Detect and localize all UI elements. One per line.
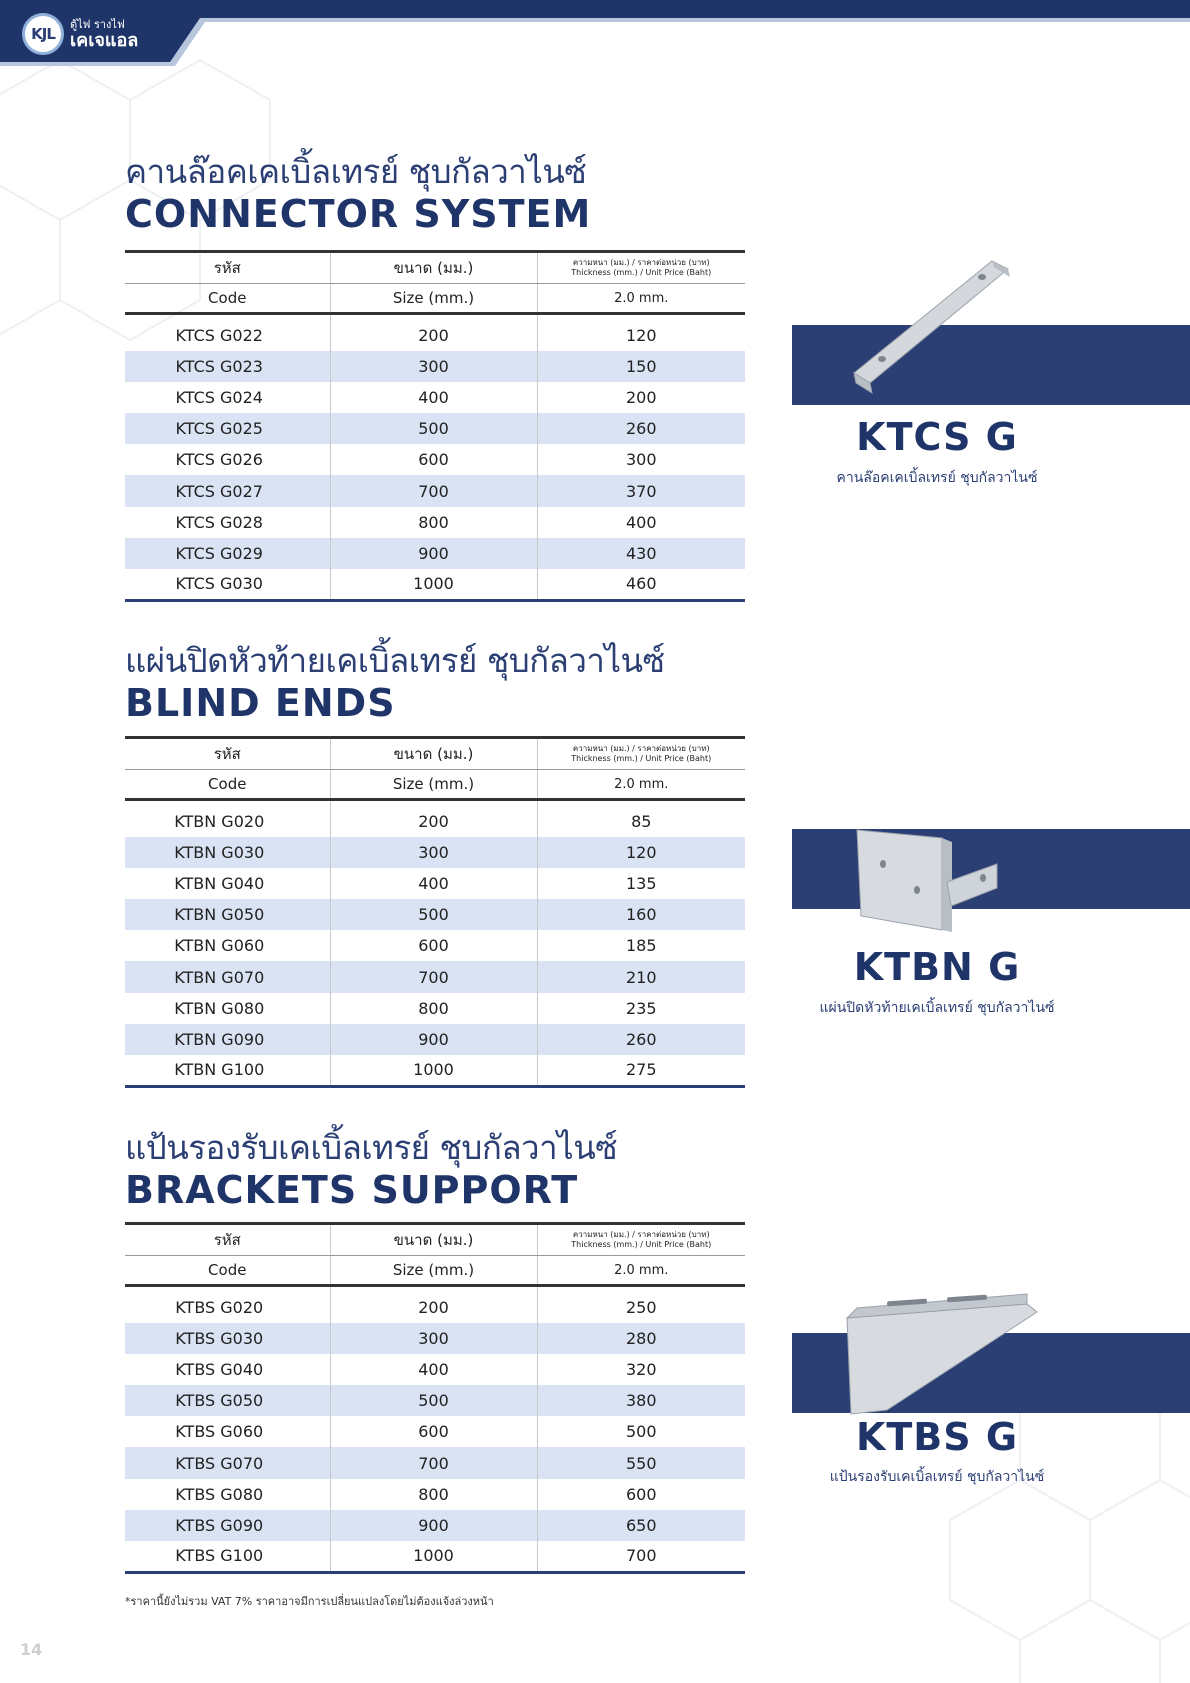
header-price-english: Thickness (mm.) / Unit Price (Baht)	[571, 1240, 712, 1249]
connector-system-price-table	[125, 250, 745, 602]
price-cell: 650	[537, 1510, 745, 1541]
header-code-english: Code	[125, 770, 330, 800]
table-row	[125, 382, 745, 413]
size-cell: 300	[330, 837, 537, 868]
section-title-thai: แป้นรองรับเคเบิ้ลเทรย์ ชุบกัลวาไนซ์	[125, 1128, 618, 1167]
header-code-english: Code	[125, 1256, 330, 1286]
product-code-cell: KTBN G020	[125, 806, 330, 837]
product-code-cell: KTCS G024	[125, 382, 330, 413]
price-cell: 370	[537, 475, 745, 506]
table-row	[125, 1354, 745, 1385]
brand-name	[70, 19, 138, 50]
size-cell: 800	[330, 993, 537, 1024]
header-code-english: Code	[125, 284, 330, 314]
price-cell: 185	[625, 936, 657, 956]
product-code-cell: KTBN G090	[125, 1024, 330, 1055]
product-code-cell: KTBS G070	[125, 1447, 330, 1478]
size-cell: 500	[330, 413, 537, 444]
brand-title: เคเจแอล	[70, 29, 139, 51]
header-code-thai: รหัส	[125, 738, 330, 770]
header-price	[537, 1224, 745, 1256]
price-cell: 150	[537, 351, 745, 382]
size-cell: 600	[330, 444, 537, 475]
product-code-cell: KTBS G060	[125, 1416, 330, 1447]
page-number: 14	[20, 1640, 43, 1659]
size-cell: 800	[330, 1479, 537, 1510]
header-price-thai: ความหนา (มม.) / ราคาต่อหน่วย (บาท)	[572, 744, 710, 753]
product-caption: แผ่นปิดหัวท้ายเคเบิ้ลเทรย์ ชุบกัลวาไนซ์	[819, 1000, 1055, 1016]
header-price-english: Thickness (mm.) / Unit Price (Baht)	[571, 754, 712, 763]
product-panel-ktbn	[792, 820, 1190, 1030]
table-row	[125, 413, 745, 444]
size-cell: 500	[330, 899, 537, 930]
product-code-cell: KTBS G020	[125, 1292, 330, 1323]
table-row	[125, 993, 745, 1024]
table-row	[125, 507, 745, 538]
price-cell: 380	[537, 1385, 745, 1416]
header-price-english: Thickness (mm.) / Unit Price (Baht)	[571, 268, 712, 277]
product-panel-ktbs	[792, 1290, 1190, 1510]
price-cell: 550	[537, 1447, 745, 1478]
product-code-cell: KTBN G070	[125, 961, 330, 992]
size-cell: 500	[330, 1385, 537, 1416]
size-cell: 600	[330, 930, 537, 961]
header-price-thai: ความหนา (มม.) / ราคาต่อหน่วย (บาท)	[572, 1230, 710, 1239]
blind-end-plate-image	[847, 820, 1022, 940]
product-code-cell: KTBN G050	[125, 899, 330, 930]
header-size-english: Size (mm.)	[330, 1256, 537, 1286]
price-cell: 400	[625, 512, 657, 532]
price-cell: 500	[625, 1422, 657, 1442]
header-size-thai: ขนาด (มม.)	[330, 738, 537, 770]
size-cell: 200	[330, 1292, 537, 1323]
product-code-cell: KTBS G050	[125, 1385, 330, 1416]
price-cell: 260	[537, 413, 745, 444]
price-cell: 135	[625, 873, 657, 893]
table-row	[125, 899, 745, 930]
size-cell: 700	[330, 961, 537, 992]
price-cell: 275	[537, 1055, 745, 1086]
price-cell: 250	[625, 1297, 657, 1317]
product-code-cell: KTBN G040	[125, 868, 330, 899]
product-code-cell: KTCS G023	[125, 351, 330, 382]
table-row	[125, 1323, 745, 1354]
price-cell: 600	[625, 1484, 657, 1504]
product-code-cell: KTCS G022	[125, 320, 330, 351]
size-cell: 300	[330, 1323, 537, 1354]
header-size-english: Size (mm.)	[330, 284, 537, 314]
price-footnote: *ราคานี้ยังไม่รวม VAT 7% ราคาอาจมีการเปลี่ยนแปลงโดยไม่ต้องแจ้งล่วงหน้า	[125, 1595, 494, 1608]
product-panel-ktcs	[792, 255, 1190, 495]
price-cell: 300	[625, 450, 657, 470]
product-caption: แป้นรองรับเคเบิ้ลเทรย์ ชุบกัลวาไนซ์	[829, 1469, 1045, 1485]
size-cell: 1000	[330, 569, 537, 600]
size-cell: 1000	[330, 1541, 537, 1572]
price-cell: 700	[537, 1541, 745, 1572]
size-cell: 900	[330, 1024, 537, 1055]
product-code-cell: KTBN G060	[125, 930, 330, 961]
price-cell: 120	[625, 325, 657, 345]
section-title-english: BLIND ENDS	[125, 681, 396, 725]
header-price	[537, 738, 745, 770]
header-thickness: 2.0 mm.	[537, 284, 745, 314]
header-band	[0, 0, 1190, 66]
brand-logo[interactable]	[22, 12, 172, 56]
product-code-cell: KTCS G029	[125, 538, 330, 569]
size-cell: 1000	[330, 1055, 537, 1086]
header-thickness: 2.0 mm.	[537, 1256, 745, 1286]
section-title-thai: คานล๊อคเคเบิ้ลเทรย์ ชุบกัลวาไนซ์	[125, 152, 587, 191]
brand-tagline: ตู้ไฟ รางไฟ	[70, 17, 125, 31]
product-code-cell: KTCS G028	[125, 507, 330, 538]
table-row	[125, 1416, 745, 1447]
table-row	[125, 868, 745, 899]
product-code-cell: KTBS G040	[125, 1354, 330, 1385]
price-cell: 260	[537, 1024, 745, 1055]
section-title-english: BRACKETS SUPPORT	[125, 1168, 579, 1212]
bracket-support-image	[827, 1290, 1057, 1420]
size-cell: 700	[330, 475, 537, 506]
header-size-thai: ขนาด (มม.)	[330, 252, 537, 284]
blind-ends-price-table	[125, 736, 745, 1088]
table-row	[125, 1447, 745, 1478]
section-title-english: CONNECTOR SYSTEM	[125, 192, 592, 236]
product-code-cell: KTBS G100	[125, 1541, 330, 1572]
table-row	[125, 1024, 745, 1055]
header-code-thai: รหัส	[125, 252, 330, 284]
table-row	[125, 444, 745, 475]
section-title-thai: แผ่นปิดหัวท้ายเคเบิ้ลเทรย์ ชุบกัลวาไนซ์	[125, 641, 665, 680]
section-blind-ends-heading	[125, 641, 745, 725]
table-row	[125, 1510, 745, 1541]
header-price-thai: ความหนา (มม.) / ราคาต่อหน่วย (บาท)	[572, 258, 710, 267]
brackets-support-price-table	[125, 1222, 745, 1574]
size-cell: 700	[330, 1447, 537, 1478]
table-row	[125, 930, 745, 961]
price-cell: 210	[537, 961, 745, 992]
product-code-cell: KTBS G090	[125, 1510, 330, 1541]
product-code-cell: KTCS G030	[125, 569, 330, 600]
product-code-cell: KTBN G080	[125, 993, 330, 1024]
price-cell: 85	[631, 811, 652, 831]
kjl-logo-icon: KJL	[22, 13, 64, 55]
table-row	[125, 475, 745, 506]
section-brackets-support-heading	[125, 1128, 745, 1212]
table-row	[125, 538, 745, 569]
size-cell: 400	[330, 868, 537, 899]
product-code-title: KTBN G	[853, 945, 1021, 989]
product-code-cell: KTCS G026	[125, 444, 330, 475]
size-cell: 200	[330, 320, 537, 351]
product-code-title: KTCS G	[856, 415, 1018, 459]
table-row	[125, 1385, 745, 1416]
product-code-cell: KTBN G100	[125, 1055, 330, 1086]
product-code-cell: KTBS G030	[125, 1323, 330, 1354]
size-cell: 400	[330, 1354, 537, 1385]
product-code-cell: KTBN G030	[125, 837, 330, 868]
size-cell: 800	[330, 507, 537, 538]
price-cell: 320	[625, 1359, 657, 1379]
size-cell: 600	[330, 1416, 537, 1447]
header-size-thai: ขนาด (มม.)	[330, 1224, 537, 1256]
table-row	[125, 569, 745, 600]
size-cell: 300	[330, 351, 537, 382]
price-cell: 460	[537, 569, 745, 600]
size-cell: 400	[330, 382, 537, 413]
price-cell: 120	[537, 837, 745, 868]
table-row	[125, 1292, 745, 1323]
table-row	[125, 806, 745, 837]
header-size-english: Size (mm.)	[330, 770, 537, 800]
table-row	[125, 1541, 745, 1572]
header-price	[537, 252, 745, 284]
product-code-cell: KTCS G025	[125, 413, 330, 444]
section-connector-system-heading	[125, 152, 745, 236]
header-code-thai: รหัส	[125, 1224, 330, 1256]
table-row	[125, 1479, 745, 1510]
price-cell: 235	[625, 998, 657, 1018]
table-row	[125, 961, 745, 992]
table-row	[125, 351, 745, 382]
size-cell: 900	[330, 1510, 537, 1541]
table-row	[125, 837, 745, 868]
product-code-cell: KTCS G027	[125, 475, 330, 506]
connector-bar-image	[842, 255, 1022, 395]
product-caption: คานล๊อคเคเบิ้ลเทรย์ ชุบกัลวาไนซ์	[836, 470, 1038, 486]
price-cell: 160	[537, 899, 745, 930]
product-code-title: KTBS G	[855, 1415, 1019, 1459]
product-code-cell: KTBS G080	[125, 1479, 330, 1510]
size-cell: 900	[330, 538, 537, 569]
header-thickness: 2.0 mm.	[537, 770, 745, 800]
price-cell: 430	[537, 538, 745, 569]
table-row	[125, 1055, 745, 1086]
table-row	[125, 320, 745, 351]
size-cell: 200	[330, 806, 537, 837]
price-cell: 200	[625, 387, 657, 407]
price-cell: 280	[537, 1323, 745, 1354]
